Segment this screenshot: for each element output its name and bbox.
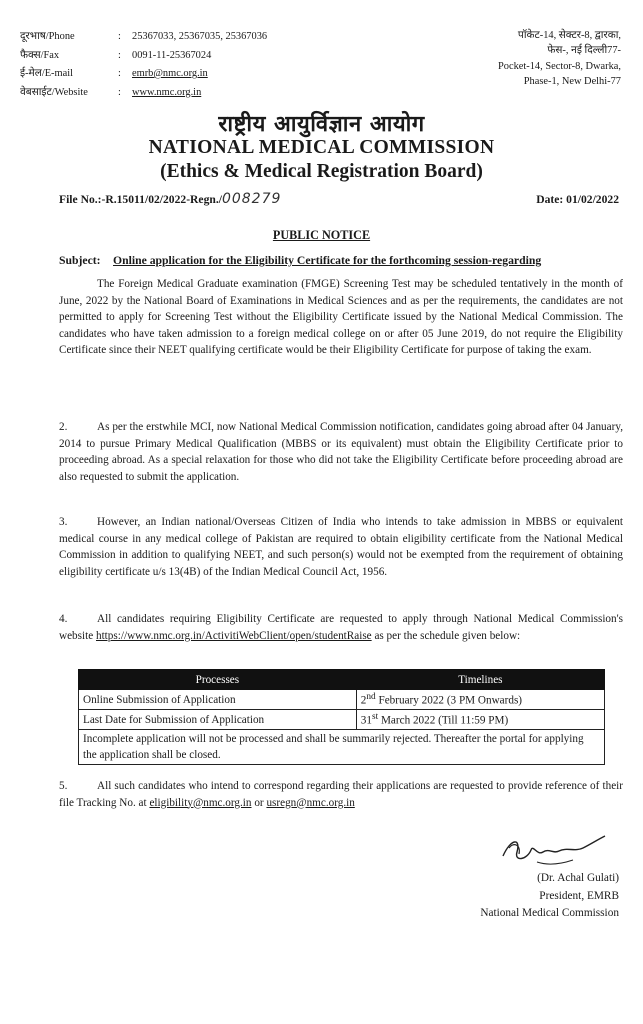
subject-label: Subject: xyxy=(59,254,101,267)
signatory-block xyxy=(480,870,619,923)
paragraph-text: All candidates requiring Eligibility Certificate are requested to apply through National Medical Commission's website xyxy=(59,613,623,642)
notice-date: Date: 01/02/2022 xyxy=(536,193,619,206)
email-link[interactable]: emrb@nmc.org.in xyxy=(132,68,208,79)
table-note: Incomplete application will not be processed and shall be summarily rejected. Thereafter the portal for applying the application shall be closed. xyxy=(79,730,605,765)
paragraph-number: 2. xyxy=(59,421,68,433)
paragraph-number: 5. xyxy=(59,780,68,792)
contact-website: वेबसाईट/Website : www.nmc.org.in xyxy=(20,84,267,103)
subject-text: Online application for the Eligibility Certificate for the forthcoming session-regarding xyxy=(113,254,542,267)
timeline-ordinal: st xyxy=(371,712,379,723)
paragraph-number: 4. xyxy=(59,613,68,625)
email-label: ई-मेल/E-mail xyxy=(20,68,73,79)
paragraph-5 xyxy=(59,778,623,811)
timeline-day: 2 xyxy=(360,694,367,707)
fax-label: फैक्स/Fax xyxy=(20,49,60,61)
address-line: Phase-1, New Delhi-77 xyxy=(523,76,621,88)
office-address xyxy=(498,28,621,90)
schedule-table xyxy=(78,669,605,765)
board-name: (Ethics & Medical Registration Board) xyxy=(160,161,483,182)
timeline-rest: February 2022 (3 PM Onwards) xyxy=(375,694,523,707)
file-number xyxy=(59,191,281,207)
signatory-organization: National Medical Commission xyxy=(480,907,619,919)
paragraph-3 xyxy=(59,514,623,580)
notice-title: PUBLIC NOTICE xyxy=(272,228,371,242)
table-row xyxy=(79,710,605,730)
paragraph-text: as per the schedule given below: xyxy=(374,629,521,642)
signature-image xyxy=(497,830,617,874)
timeline-ordinal: nd xyxy=(366,692,376,703)
contact-email: ई-मेल/E-mail : emrb@nmc.org.in xyxy=(20,65,267,84)
timeline-cell xyxy=(356,710,604,730)
paragraph-1: The Foreign Medical Graduate examination (FMGE) Screening Test may be scheduled tentatively in the month of June, 2022 by the National Board of Examinations in Medical Sciences and as per the requirements, the candidates are not permitted to apply for Screening Test without the Eligibility Certificate issued by the National Medical Commission. The candidates who have taken admission to a foreign medical college on or after 05 June 2019, do not require the Eligibility Certificate since their NEET qualifying certificate would be their Eligibility Certificate for purpose of taking the exam. xyxy=(59,278,623,356)
paragraph-text: However, an Indian national/Overseas Citizen of India who intends to take admission in MBBS or equivalent medical course in any medical college of Pakistan are required to obtain eligibility certificate from the National Medical Commission in addition to qualifying NEET, and such person(s) would not be exempted from the requirement of obtaining eligibility certificate u/s 13(4B) of the Indian Medical Council Act, 1956. xyxy=(59,516,623,578)
process-cell: Last Date for Submission of Application xyxy=(79,710,357,730)
process-cell: Online Submission of Application xyxy=(79,690,357,710)
address-line: Pocket-14, Sector-8, Dwarka, xyxy=(498,60,621,72)
signatory-designation: President, EMRB xyxy=(539,889,619,902)
timeline-day: 31 xyxy=(360,714,372,727)
contact-phone: दूरभाष/Phone : 25367033, 25367035, 25367036 xyxy=(20,28,267,47)
paragraph-4 xyxy=(59,611,623,644)
fax-value: 0091-11-25367024 xyxy=(132,49,212,61)
title-english: NATIONAL MEDICAL COMMISSION xyxy=(148,137,495,158)
paragraph-number: 3. xyxy=(59,516,68,528)
phone-label: दूरभाष/Phone xyxy=(20,31,75,42)
signatory-name: (Dr. Achal Gulati) xyxy=(537,872,619,884)
application-portal-link[interactable]: https://www.nmc.org.in/ActivitiWebClient/open/studentRaise xyxy=(95,629,372,642)
table-header-row xyxy=(79,670,605,690)
phone-value: 25367033, 25367035, 25367036 xyxy=(132,31,268,42)
website-link[interactable]: www.nmc.org.in xyxy=(132,86,202,98)
address-line: फेस-, नई दिल्ली77- xyxy=(547,45,621,57)
address-line: पॉकेट-14, सेक्टर-8, द्वारका, xyxy=(517,30,621,41)
eligibility-email-link[interactable]: eligibility@nmc.org.in xyxy=(149,796,252,809)
timeline-cell xyxy=(356,690,604,710)
table-note-row xyxy=(79,730,605,765)
timeline-rest: March 2022 (Till 11:59 PM) xyxy=(378,714,509,727)
contact-fax: फैक्स/Fax : 0091-11-25367024 xyxy=(20,47,267,66)
paragraph-2 xyxy=(59,419,623,485)
paragraph-text: or xyxy=(254,796,264,809)
handwritten-number: 008279 xyxy=(221,191,282,207)
file-number-label: File No.:-R.15011/02/2022-Regn./ xyxy=(59,193,222,206)
website-label: वेबसाईट/Website xyxy=(20,86,88,98)
title-hindi: राष्ट्रीय आयुर्विज्ञान आयोग xyxy=(218,111,425,137)
table-row xyxy=(79,690,605,710)
contact-details xyxy=(20,28,267,102)
column-header-processes: Processes xyxy=(79,670,357,690)
subject-line xyxy=(59,254,541,267)
paragraph-text: As per the erstwhile MCI, now National Medical Commission notification, candidates going abroad after 04 January, 2014 to pursue Primary Medical Qualification (MBBS or its equivalent) must obtain the Eligibility Certificate prior to proceeding abroad. As a special relaxation for those who did not take the Eligibility Certificate before proceeding abroad are also requested to submit the application. xyxy=(59,421,623,483)
paragraph-text: All such candidates who intend to correspond regarding their applications are requested to provide reference of their file Tracking No. at xyxy=(59,780,623,809)
usregn-email-link[interactable]: usregn@nmc.org.in xyxy=(266,796,355,809)
column-header-timelines: Timelines xyxy=(356,670,604,690)
